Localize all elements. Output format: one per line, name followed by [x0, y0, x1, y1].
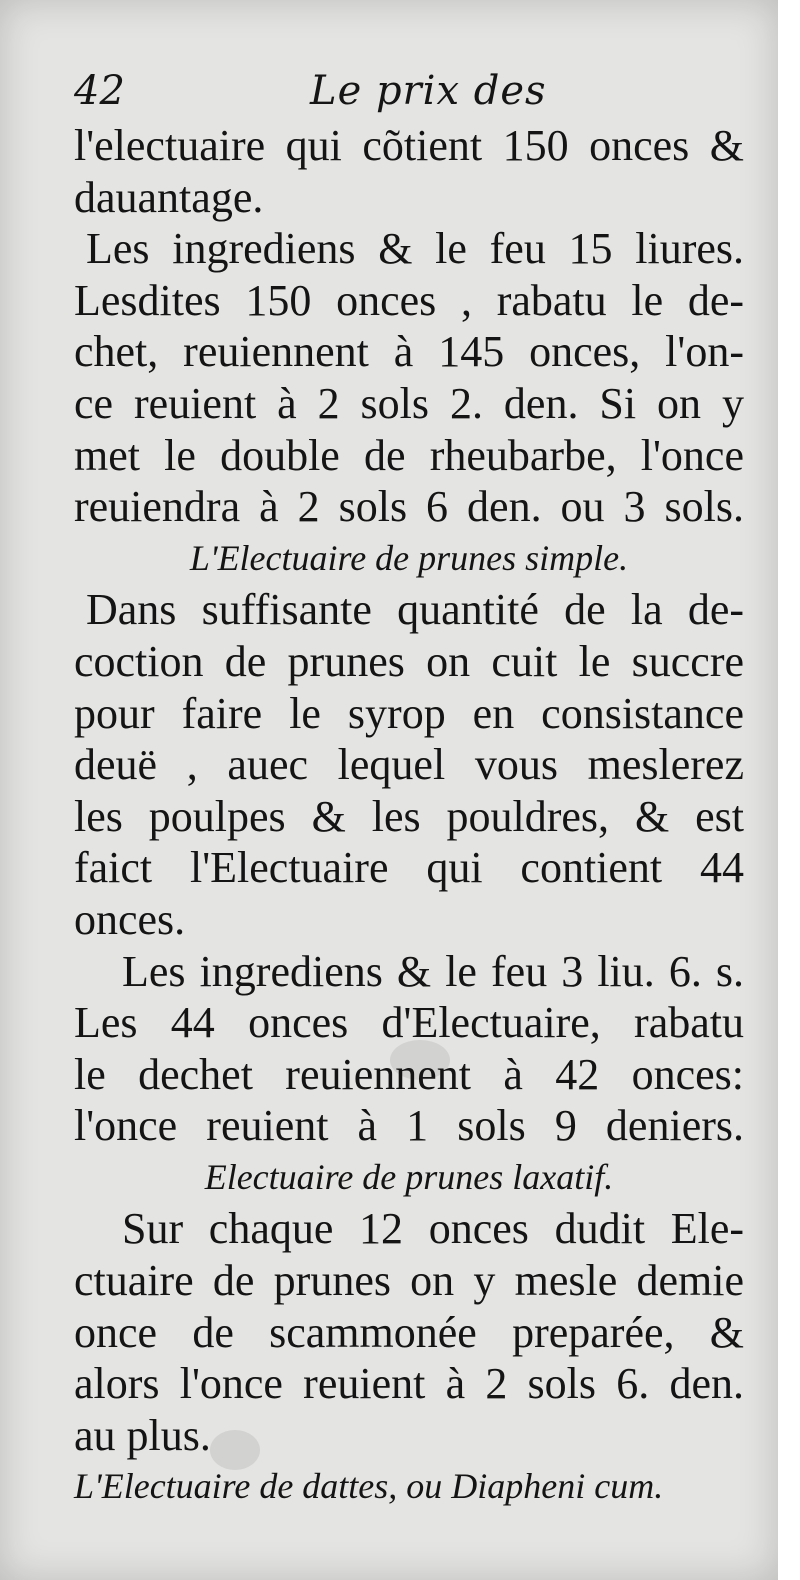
- text-line: met le double de rheubarbe, l'once: [74, 430, 744, 480]
- page-margin: [778, 0, 800, 1580]
- text-line: coction de prunes on cuit le succre: [74, 636, 744, 686]
- text-line: onces.: [74, 894, 186, 944]
- text-line: pour faire le syrop en consistance: [74, 688, 744, 738]
- text-line: once de scammonée preparée, &: [74, 1307, 744, 1357]
- text-line: Lesdites 150 onces , rabatu le de-: [74, 275, 744, 325]
- text-line: Les ingrediens & le feu 3 liu. 6. s.: [122, 946, 744, 996]
- section-heading: Electuaire de prunes laxatif.: [204, 1156, 614, 1197]
- text-line: ce reuient à 2 sols 2. den. Si on y: [74, 378, 744, 428]
- text-line: alors l'once reuient à 2 sols 6. den.: [74, 1359, 744, 1409]
- text-line: chet, reuiennent à 145 onces, l'on-: [74, 327, 744, 377]
- text-line: ctuaire de prunes on y mesle demie: [74, 1256, 744, 1306]
- text-line: dauantage.: [74, 172, 264, 222]
- page-body: [74, 120, 744, 1513]
- text-line: Sur chaque 12 onces dudit Ele-: [122, 1204, 744, 1254]
- text-line: l'once reuient à 1 sols 9 deniers.: [74, 1101, 744, 1151]
- page-header: [74, 68, 754, 128]
- text-line: le dechet reuiennent à 42 onces:: [74, 1049, 744, 1099]
- text-line: les poulpes & les pouldres, & est: [74, 791, 744, 841]
- running-head: Le prix des: [310, 68, 547, 114]
- text-line: reuiendra à 2 sols 6 den. ou 3 sols.: [74, 482, 744, 532]
- text-line: Dans suffisante quantité de la de-: [86, 585, 744, 635]
- text-line: Les 44 onces d'Electuaire, rabatu: [74, 998, 744, 1048]
- text-line: au plus.: [74, 1410, 211, 1460]
- text-line: Les ingrediens & le feu 15 liures.: [86, 224, 744, 274]
- text-line: l'electuaire qui cõtient 150 onces &: [74, 121, 744, 170]
- text-line: faict l'Electuaire qui contient 44: [74, 843, 744, 893]
- section-heading: L'Electuaire de prunes simple.: [189, 537, 629, 578]
- text-line: deuë , auec lequel vous meslerez: [74, 740, 744, 790]
- page-number: 42: [74, 68, 125, 114]
- section-heading: L'Electuaire de dattes, ou Diapheni cum.: [74, 1466, 664, 1507]
